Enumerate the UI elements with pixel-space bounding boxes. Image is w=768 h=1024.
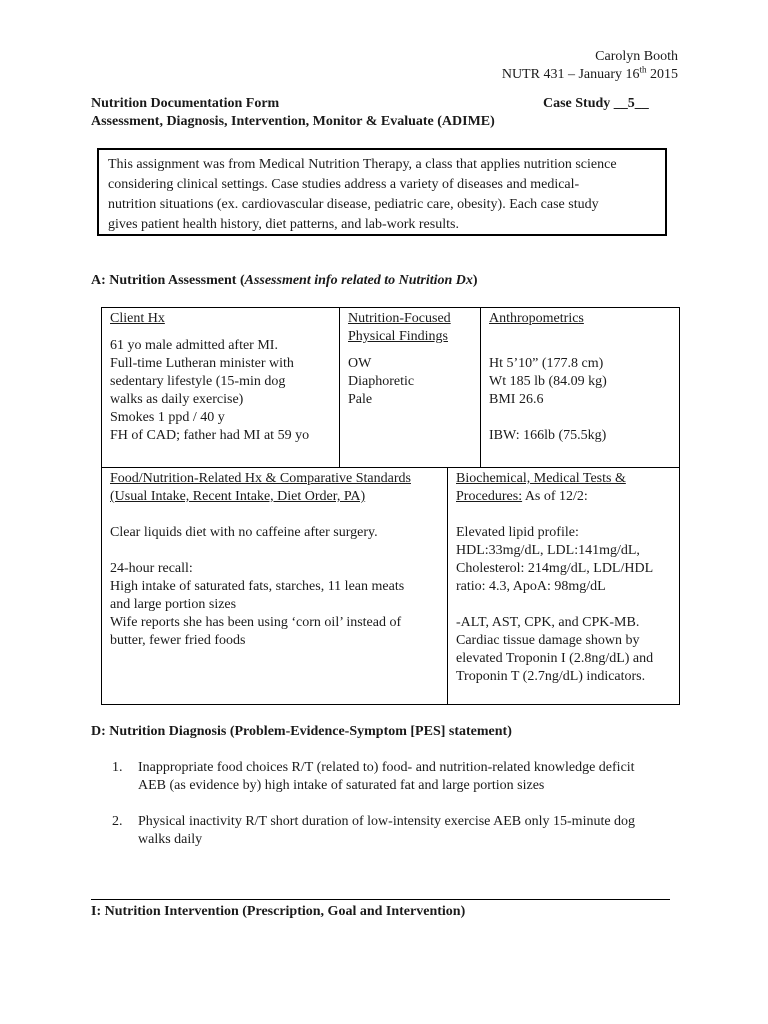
cardiac-line: -ALT, AST, CPK, and CPK-MB.	[456, 615, 640, 630]
lipid-line: HDL:33mg/dL, LDL:141mg/dL,	[456, 543, 640, 558]
nfpf-title-line: Physical Findings	[348, 329, 448, 344]
food-hx-title-line: Food/Nutrition-Related Hx & Comparative Standards	[110, 471, 411, 486]
cardiac-line: Troponin T (2.7ng/dL) indicators.	[456, 669, 646, 684]
diagnosis-text: Physical inactivity R/T short duration of low-intensity exercise AEB only 15-minute dog	[138, 814, 636, 829]
client-hx-line: walks as daily exercise)	[110, 392, 244, 407]
client-hx-line: 61 yo male admitted after MI.	[110, 338, 278, 353]
client-hx-line: sedentary lifestyle (15-min dog	[110, 374, 286, 389]
case-study-number: __5__	[613, 96, 649, 111]
date-suffix: th	[639, 64, 647, 75]
course-year: 2015	[646, 67, 678, 82]
course-date	[502, 66, 678, 84]
diagnosis-text: Inappropriate food choices R/T (related to) food- and nutrition-related knowledge deficit	[138, 760, 635, 775]
assessment-heading-italic: Assessment info related to Nutrition Dx	[244, 273, 473, 288]
case-study-label: Case Study	[543, 96, 614, 111]
anthropometrics-title: Anthropometrics	[489, 311, 584, 326]
case-study	[543, 95, 649, 113]
form-subtitle: Assessment, Diagnosis, Intervention, Monitor & Evaluate (ADIME)	[91, 114, 495, 129]
biochemical-cell	[447, 467, 680, 705]
diagnosis-number: 2.	[112, 814, 123, 829]
anthropometrics-line: Ht 5’10” (177.8 cm)	[489, 356, 604, 371]
lipid-line: Elevated lipid profile:	[456, 525, 579, 540]
intro-line: considering clinical settings. Case studies address a variety of diseases and medical-	[108, 177, 580, 192]
food-nutrition-hx-cell	[101, 467, 448, 705]
diagnosis-text: AEB (as evidence by) high intake of saturated fat and large portion sizes	[138, 778, 545, 793]
as-of-date: As of 12/2:	[522, 489, 588, 504]
ibw-line: IBW: 166lb (75.5kg)	[489, 428, 607, 443]
intro-box	[97, 148, 667, 236]
recall-line: High intake of saturated fats, starches, 11 lean meats	[110, 579, 405, 594]
client-hx-line: FH of CAD; father had MI at 59 yo	[110, 428, 310, 443]
client-hx-line: Smokes 1 ppd / 40 y	[110, 410, 225, 425]
diagnosis-text: walks daily	[138, 832, 203, 847]
cardiac-line: Cardiac tissue damage shown by	[456, 633, 640, 648]
client-hx-title: Client Hx	[110, 311, 165, 326]
author-name: Carolyn Booth	[595, 49, 678, 64]
procedures-label: Procedures:	[456, 489, 523, 504]
anthropometrics-cell	[480, 307, 680, 468]
assessment-heading	[91, 272, 478, 290]
diagnosis-heading: D: Nutrition Diagnosis (Problem-Evidence-Symptom [PES] statement)	[91, 724, 512, 739]
client-hx-cell	[101, 307, 340, 468]
lipid-line: Cholesterol: 214mg/dL, LDL/HDL	[456, 561, 654, 576]
biochemical-title: Biochemical, Medical Tests &	[456, 471, 626, 486]
food-hx-title-line: (Usual Intake, Recent Intake, Diet Order, PA)	[110, 489, 366, 504]
assessment-heading-prefix: A: Nutrition Assessment (	[91, 273, 245, 288]
nfpf-finding: Diaphoretic	[348, 374, 415, 389]
recall-line: and large portion sizes	[110, 597, 237, 612]
author-block	[502, 48, 678, 84]
course-prefix: NUTR 431 – January 16	[501, 67, 640, 82]
cardiac-line: elevated Troponin I (2.8ng/dL) and	[456, 651, 654, 666]
assessment-heading-suffix: )	[472, 273, 478, 288]
recall-line: Wife reports she has been using ‘corn oil’ instead of	[110, 615, 402, 630]
nfpf-finding: OW	[348, 356, 372, 371]
intro-line: This assignment was from Medical Nutrition Therapy, a class that applies nutrition science	[108, 157, 617, 172]
nfpf-finding: Pale	[348, 392, 373, 407]
diet-order: Clear liquids diet with no caffeine after surgery.	[110, 525, 378, 540]
intervention-heading: I: Nutrition Intervention (Prescription, Goal and Intervention)	[91, 904, 466, 919]
lipid-line: ratio: 4.3, ApoA: 98mg/dL	[456, 579, 606, 594]
intro-line: nutrition situations (ex. cardiovascular disease, pediatric care, obesity). Each case study	[108, 197, 599, 212]
anthropometrics-line: BMI 26.6	[489, 392, 544, 407]
diagnosis-number: 1.	[112, 760, 123, 775]
anthropometrics-line: Wt 185 lb (84.09 kg)	[489, 374, 607, 389]
biochemical-title-2	[456, 488, 679, 506]
client-hx-line: Full-time Lutheran minister with	[110, 356, 294, 371]
nfpf-title-line: Nutrition-Focused	[348, 311, 451, 326]
section-divider	[91, 899, 670, 900]
nfpf-cell	[339, 307, 481, 468]
form-title: Nutrition Documentation Form	[91, 96, 280, 111]
intro-line: gives patient health history, diet patterns, and lab-work results.	[108, 217, 459, 232]
recall-line: 24-hour recall:	[110, 561, 193, 576]
recall-line: butter, fewer fried foods	[110, 633, 246, 648]
